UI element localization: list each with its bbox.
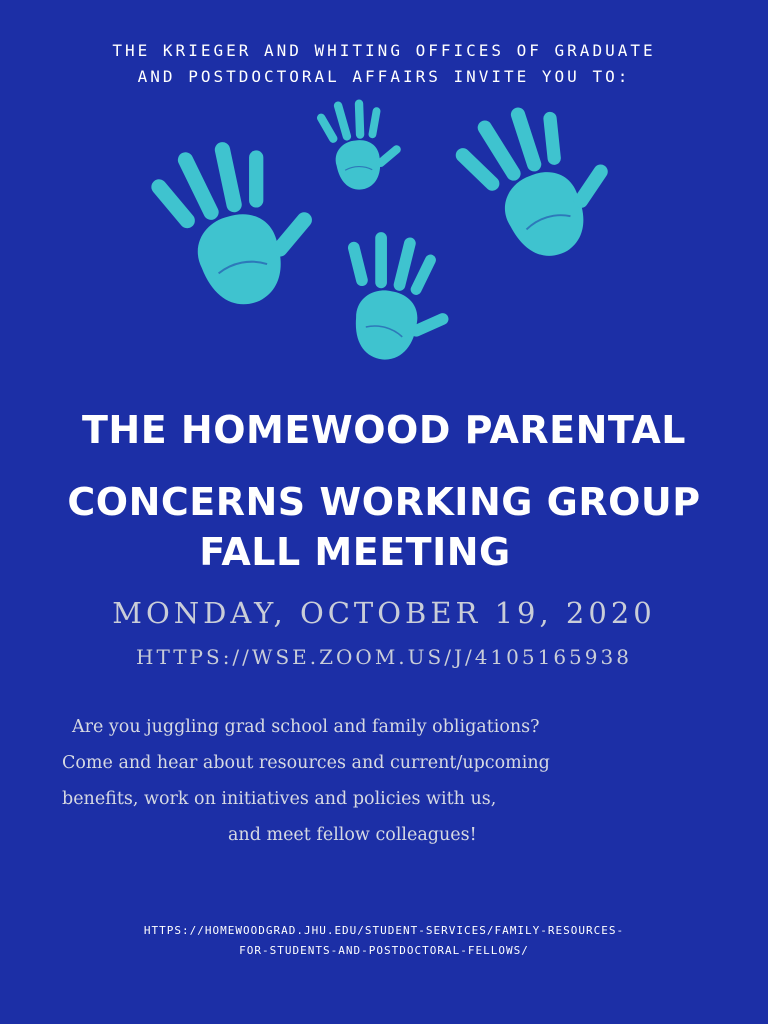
inviter-line-1: THE KRIEGER AND WHITING OFFICES OF GRADUATE: [112, 41, 656, 60]
resources-url[interactable]: [0, 921, 768, 961]
description-line-1: Are you juggling grad school and family obligations?: [72, 717, 540, 737]
event-date: MONDAY, OCTOBER 19, 2020: [112, 596, 656, 630]
description-line-2: Come and hear about resources and current/upcoming: [62, 753, 550, 773]
description-line-3: benefits, work on initiatives and policies with us,: [62, 789, 497, 809]
description-line-4: and meet fellow colleagues!: [228, 825, 477, 845]
inviter-text: [0, 38, 768, 90]
zoom-link[interactable]: HTTPS://WSE.ZOOM.US/J/4105165938: [136, 645, 632, 669]
resources-url-line-2[interactable]: FOR-STUDENTS-AND-POSTDOCTORAL-FELLOWS/: [239, 944, 529, 957]
title-line-3: FALL MEETING: [199, 530, 511, 574]
title-line-2: CONCERNS WORKING GROUP: [67, 480, 701, 524]
handprint-icon: [331, 227, 461, 368]
page-title: [0, 405, 768, 577]
handprint-icon: [444, 95, 633, 278]
handprint-icon: [314, 95, 407, 194]
handprints-illustration: [0, 95, 768, 375]
inviter-line-2: AND POSTDOCTORAL AFFAIRS INVITE YOU TO:: [137, 67, 631, 86]
resources-url-line-1[interactable]: HTTPS://HOMEWOODGRAD.JHU.EDU/STUDENT-SERVICES/FAMILY-RESOURCES-: [143, 924, 625, 937]
handprint-icon: [141, 119, 333, 322]
title-line-1: THE HOMEWOOD PARENTAL: [82, 408, 686, 452]
